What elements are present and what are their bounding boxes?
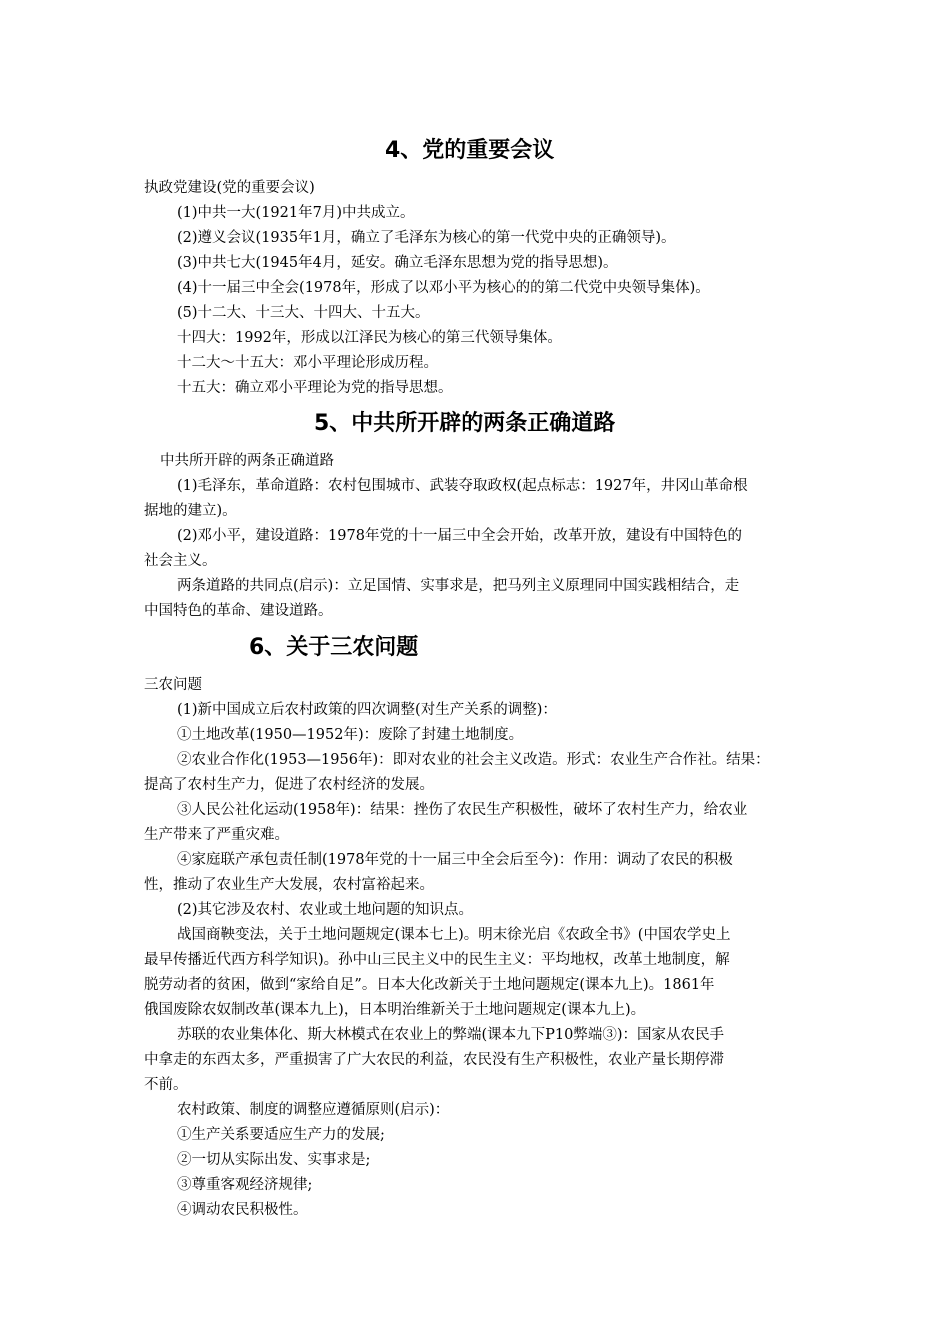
section-6-line: 中拿走的东西太多，严重损害了广大农民的利益，农民没有生产积极性，农业产量长期停滞 — [144, 1052, 724, 1068]
section-4-heading: 4、党的重要会议 — [385, 138, 555, 163]
section-6-line: (1)新中国成立后农村政策的四次调整(对生产关系的调整)： — [177, 702, 557, 718]
section-4-subtitle: 执政党建设(党的重要会议) — [144, 180, 315, 196]
section-6-line: 苏联的农业集体化、斯大林模式在农业上的弊端(课本九下P10弊端③)：国家从农民手 — [177, 1027, 725, 1043]
section-6-subtitle: 三农问题 — [144, 677, 202, 693]
section-6-line: 不前。 — [144, 1077, 188, 1093]
section-6-line: 农村政策、制度的调整应遵循原则(启示)： — [177, 1102, 450, 1118]
section-4-line: 十二大～十五大：邓小平理论形成历程。 — [177, 355, 438, 371]
section-6-line: ③尊重客观经济规律; — [177, 1177, 313, 1193]
section-5-line: 据地的建立)。 — [144, 503, 237, 519]
section-4-line: 十四大：1992年，形成以江泽民为核心的第三代领导集体。 — [177, 330, 562, 346]
section-6-line: ②一切从实际出发、实事求是; — [177, 1152, 371, 1168]
section-5-line: (2)邓小平，建设道路：1978年党的十一届三中全会开始，改革开放，建设有中国特色的 — [177, 528, 742, 544]
section-4-line: (1)中共一大(1921年7月)中共成立。 — [177, 205, 415, 221]
section-6-line: ②农业合作化(1953—1956年)：即对农业的社会主义改造。形式：农业生产合作社。结果： — [177, 752, 770, 768]
section-6-line: 战国商鞅变法，关于土地问题规定(课本七上)。明末徐光启《农政全书》(中国农学史上 — [177, 927, 731, 943]
section-6-line: 提高了农村生产力，促进了农村经济的发展。 — [144, 777, 434, 793]
section-4-line: (2)遵义会议(1935年1月，确立了毛泽东为核心的第一代党中央的正确领导)。 — [177, 230, 676, 246]
section-6-line: 生产带来了严重灾难。 — [144, 827, 289, 843]
section-5-line: (1)毛泽东，革命道路：农村包围城市、武装夺取政权(起点标志：1927年，井冈山革命根 — [177, 478, 748, 494]
section-5-line: 中国特色的革命、建设道路。 — [144, 603, 333, 619]
section-5-subtitle: 中共所开辟的两条正确道路 — [160, 453, 334, 469]
section-5-line: 两条道路的共同点(启示)：立足国情、实事求是，把马列主义原理同中国实践相结合，走 — [177, 578, 740, 594]
section-4-line: 十五大：确立邓小平理论为党的指导思想。 — [177, 380, 453, 396]
section-5-heading: 5、中共所开辟的两条正确道路 — [314, 411, 616, 436]
section-6-line: ①土地改革(1950—1952年)：废除了封建土地制度。 — [177, 727, 524, 743]
section-6-line: ①生产关系要适应生产力的发展; — [177, 1127, 385, 1143]
section-6-line: 性，推动了农业生产大发展，农村富裕起来。 — [144, 877, 434, 893]
section-6-line: ④调动农民积极性。 — [177, 1202, 308, 1218]
section-6-line: 最早传播近代西方科学知识)。孙中山三民主义中的民生主义：平均地权，改革土地制度，解 — [144, 952, 730, 968]
section-4-line: (4)十一届三中全会(1978年，形成了以邓小平为核心的的第二代党中央领导集体)。 — [177, 280, 710, 296]
section-5-line: 社会主义。 — [144, 553, 217, 569]
section-6-heading: 6、关于三农问题 — [249, 635, 419, 660]
section-6-line: ③人民公社化运动(1958年)：结果：挫伤了农民生产积极性，破坏了农村生产力，给农业 — [177, 802, 748, 818]
section-4-line: (3)中共七大(1945年4月，延安。确立毛泽东思想为党的指导思想)。 — [177, 255, 618, 271]
section-6-line: ④家庭联产承包责任制(1978年党的十一届三中全会后至今)：作用：调动了农民的积极 — [177, 852, 733, 868]
section-6-line: 脱劳动者的贫困，做到“家给自足”。日本大化改新关于土地问题规定(课本九上)。1861年 — [144, 977, 715, 993]
section-4-line: (5)十二大、十三大、十四大、十五大。 — [177, 305, 430, 321]
section-6-line: 俄国废除农奴制改革(课本九上)，日本明治维新关于土地问题规定(课本九上)。 — [144, 1002, 646, 1018]
section-6-line: (2)其它涉及农村、农业或土地问题的知识点。 — [177, 902, 474, 918]
